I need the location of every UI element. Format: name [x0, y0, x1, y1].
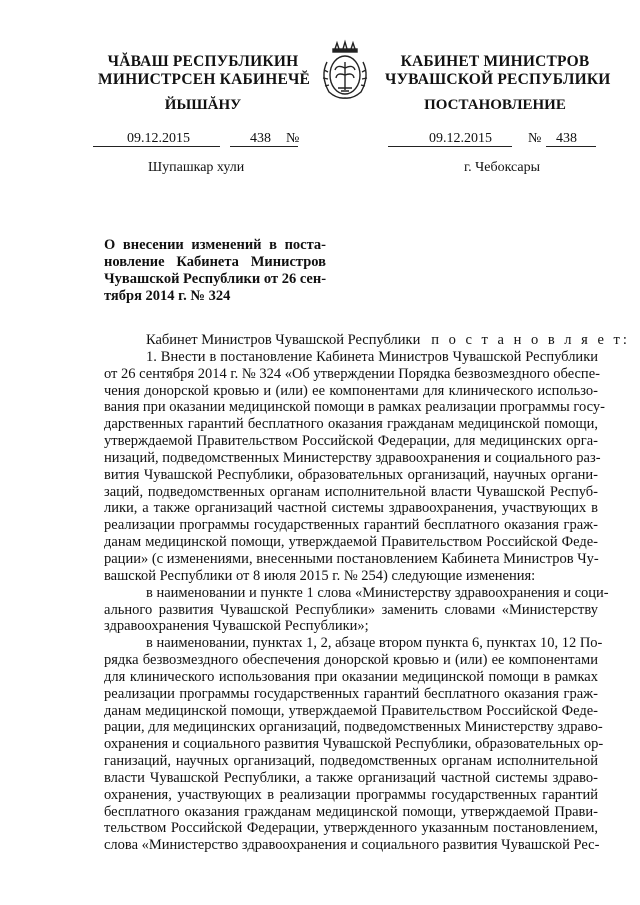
date-number-right [388, 131, 598, 149]
place-russian: г. Чебоксары [464, 160, 541, 175]
header-chuvash [98, 53, 311, 89]
body-line: ганизаций, научных организаций, подведомственных органам исполнительной [104, 753, 598, 770]
body-line: рации, для медицинских организаций, подведомственных Министерству здраво- [104, 719, 603, 736]
doctype-chuvash: ЙЫШĂНУ [164, 97, 242, 113]
coat-of-arms-emblem [315, 40, 375, 102]
body-line: вашской Республики от 8 июля 2015 г. № 254) следующие изменения: [104, 567, 536, 584]
body-line: вания при оказании медицинской помощи в рамках реализации программы госу- [104, 399, 605, 416]
body-line: охранения и социального развития Чувашской Республики, образовательных ор- [104, 736, 604, 753]
body-line: утверждаемой Правительством Российской Федерации, для медицинских орга- [104, 433, 598, 450]
body-line: реализации программы государственных гарантий бесплатного оказания граж- [104, 685, 598, 702]
header-russian [385, 53, 611, 89]
header-chuvash-line1: ЧĂВАШ РЕСПУБЛИКИН [107, 53, 299, 70]
subject-line: Чувашской Республики от 26 сен- [104, 271, 327, 287]
number-right: 438 [556, 131, 577, 146]
subject-line: О внесении изменений в поста- [104, 237, 326, 253]
header-russian-line1: КАБИНЕТ МИНИСТРОВ [400, 53, 590, 70]
body-line: тельством Российской Федерации, утвержденного указанным постановлением, [104, 820, 598, 837]
body-line: бесплатного оказания гражданам медицинской помощи, утверждаемой Прави- [104, 803, 598, 820]
number-sign-right: № [528, 131, 542, 146]
header-russian-line2: ЧУВАШСКОЙ РЕСПУБЛИКИ [385, 71, 611, 88]
number-sign-left: № [286, 131, 300, 146]
body-line: от 26 сентября 2014 г. № 324 «Об утверждении Порядка безвозмездного обеспе- [104, 365, 600, 382]
intro-verb: п о с т а н о в л я е т: [431, 332, 630, 348]
body-line: данам медицинской помощи, утверждаемой Правительством Российской Феде- [104, 534, 598, 551]
header-chuvash-line2: МИНИСТРСЕН КАБИНЕЧĔ [98, 71, 311, 88]
doctype-russian: ПОСТАНОВЛЕНИЕ [424, 97, 566, 113]
subject-line: новление Кабинета Министров [104, 254, 326, 270]
body-line: вития Чувашской Республики, образовательных организаций, научных органи- [104, 466, 598, 483]
number-left: 438 [250, 131, 271, 146]
body-line: власти Чувашской Республики, а также организаций частной системы здраво- [104, 769, 598, 786]
body-line: рации» (с изменениями, внесенными постановлением Кабинета Министров Чу- [104, 550, 599, 567]
document-subject [104, 237, 326, 305]
body-line: в наименовании и пункте 1 слова «Министерству здравоохранения и соци- [146, 584, 609, 601]
body-line: здравоохранения Чувашской Республики»; [104, 618, 369, 635]
body-line: дарственных гарантий бесплатного оказания гражданам медицинской помощи, [104, 416, 598, 433]
body-line: слова «Министерство здравоохранения и социального развития Чувашской Рес- [104, 837, 600, 854]
body-line: лики, а также организаций частной системы здравоохранения, участвующих в [104, 500, 598, 517]
body-line: заций, подведомственных органам исполнительной власти Чувашской Респуб- [104, 483, 598, 500]
body-line: 1. Внести в постановление Кабинета Министров Чувашской Республики [146, 348, 598, 365]
intro-text: Кабинет Министров Чувашской Республики [146, 332, 421, 348]
body-line: рядка безвозмездного обеспечения донорской кровью и (или) ее компонентами [104, 652, 598, 669]
body-line: реализации программы государственных гарантий бесплатного оказания граж- [104, 517, 598, 534]
document-body [104, 332, 630, 854]
body-line: чения донорской кровью и (или) ее компонентами для клинического использо- [104, 382, 598, 399]
body-line: ального развития Чувашской Республики» заменить словами «Министерству [104, 601, 598, 618]
body-line: в наименовании, пунктах 1, 2, абзаце втором пункта 6, пунктах 10, 12 По- [146, 635, 603, 652]
body-line: низаций, подведомственных Министерству здравоохранения и социального раз- [104, 449, 601, 466]
body-line: охранения, участвующих в реализации программы государственных гарантий [104, 786, 598, 803]
place-chuvash: Шупашкар хули [148, 160, 245, 175]
date-number-left [93, 131, 303, 149]
date-right: 09.12.2015 [429, 131, 492, 146]
body-line: данам медицинской помощи, утверждаемой Правительством Российской Феде- [104, 702, 598, 719]
intro-line [104, 332, 630, 349]
body-line: для клинического использования при оказании медицинской помощи в рамках [104, 668, 598, 685]
date-left: 09.12.2015 [127, 131, 190, 146]
subject-line: тября 2014 г. № 324 [104, 288, 231, 304]
